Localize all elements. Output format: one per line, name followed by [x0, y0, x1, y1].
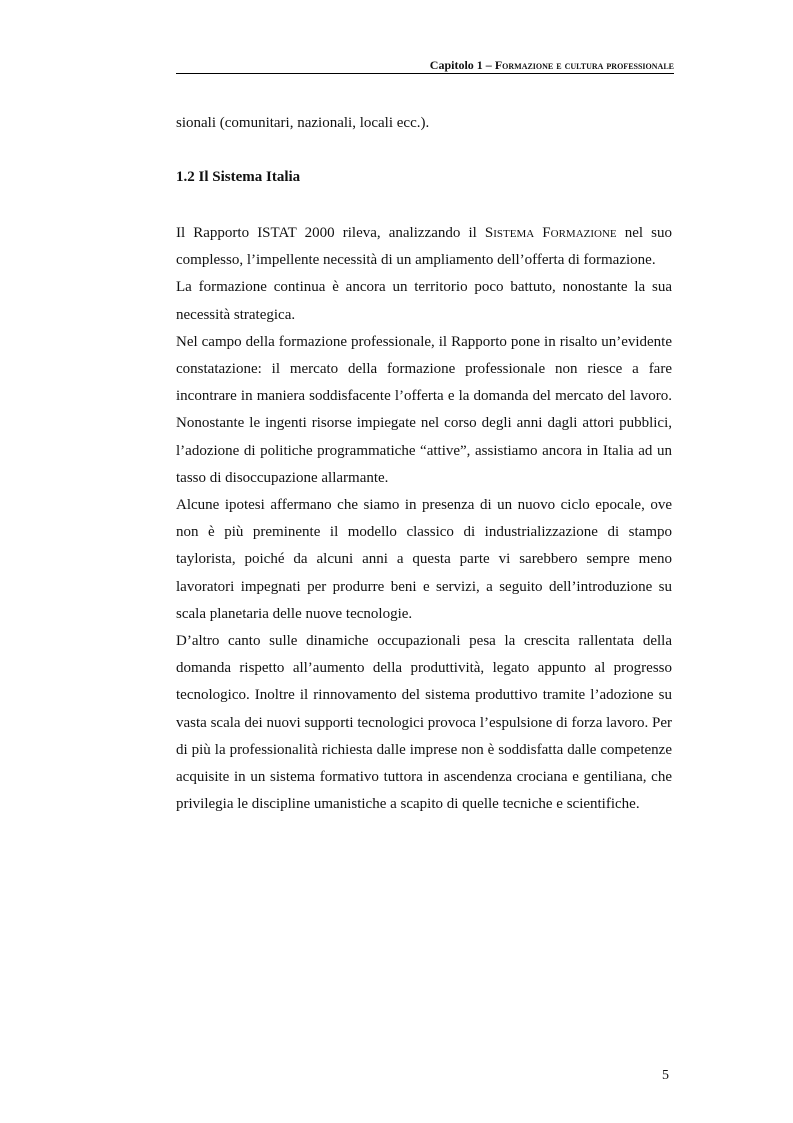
header-chapter: Capitolo 1 – — [429, 58, 495, 72]
running-header — [176, 58, 674, 73]
page-number: 5 — [662, 1068, 669, 1083]
paragraph-4: Alcune ipotesi affermano che siamo in presenza di un nuovo ciclo epocale, ove non è più preminente il modello classico di industrializzazione di stampo taylorista, poiché da alcuni anni a questa parte vi sarebbero sempre meno lavoratori impegnati per produrre beni e servizi, a seguito dell’introduzione su scala planetaria delle nuove tecnologie. — [176, 497, 672, 622]
header-rule — [176, 73, 674, 74]
paragraph-2: La formazione continua è ancora un territorio poco battuto, nonostante la sua necessità strategica. — [176, 279, 672, 323]
paragraph-1 — [176, 220, 672, 274]
paragraph-1-start: Il Rapporto ISTAT 2000 rileva, analizzando il — [176, 225, 485, 241]
section-heading: 1.2 Il Sistema Italia — [176, 169, 301, 185]
paragraph-3: Nel campo della formazione professionale, il Rapporto pone in risalto un’evidente constatazione: il mercato della formazione professionale non riesce a fare incontrare in maniera soddisfacente l’offerta e la domanda del mercato del lavoro. Nonostante le ingenti risorse impiegate nel corso degli anni dagli attori pubblici, l’adozione di politiche programmatiche “attive”, assistiamo ancora in Italia ad un tasso di disoccupazione allarmante. — [176, 333, 672, 486]
paragraph-1-smallcaps: Sistema Formazione — [484, 225, 617, 241]
body-text — [176, 220, 672, 818]
header-title: Formazione e cultura professionale — [494, 58, 674, 72]
lead-block — [176, 110, 672, 137]
paragraph-5: D’altro canto sulle dinamiche occupazionali pesa la crescita rallentata della domanda rispetto all’aumento della produttività, legato appunto al progresso tecnologico. Inoltre il rinnovamento del sistema produttivo tramite l’adozione su vasta scala dei nuovi supporti tecnologici provoca l’espulsione di forza lavoro. Per di più la professionalità richiesta dalle imprese non è soddisfatta dalle competenze acquisite in un sistema formativo tuttora in ascendenza crociana e gentiliana, che privilegia le discipline umanistiche a scapito di quelle tecniche e scientifiche. — [176, 633, 672, 813]
lead-text: sionali (comunitari, nazionali, locali ecc.). — [176, 115, 430, 131]
paragraph-1-end: nel suo complesso, l’impellente necessità di un ampliamento dell’offerta di formazione. — [176, 225, 673, 269]
